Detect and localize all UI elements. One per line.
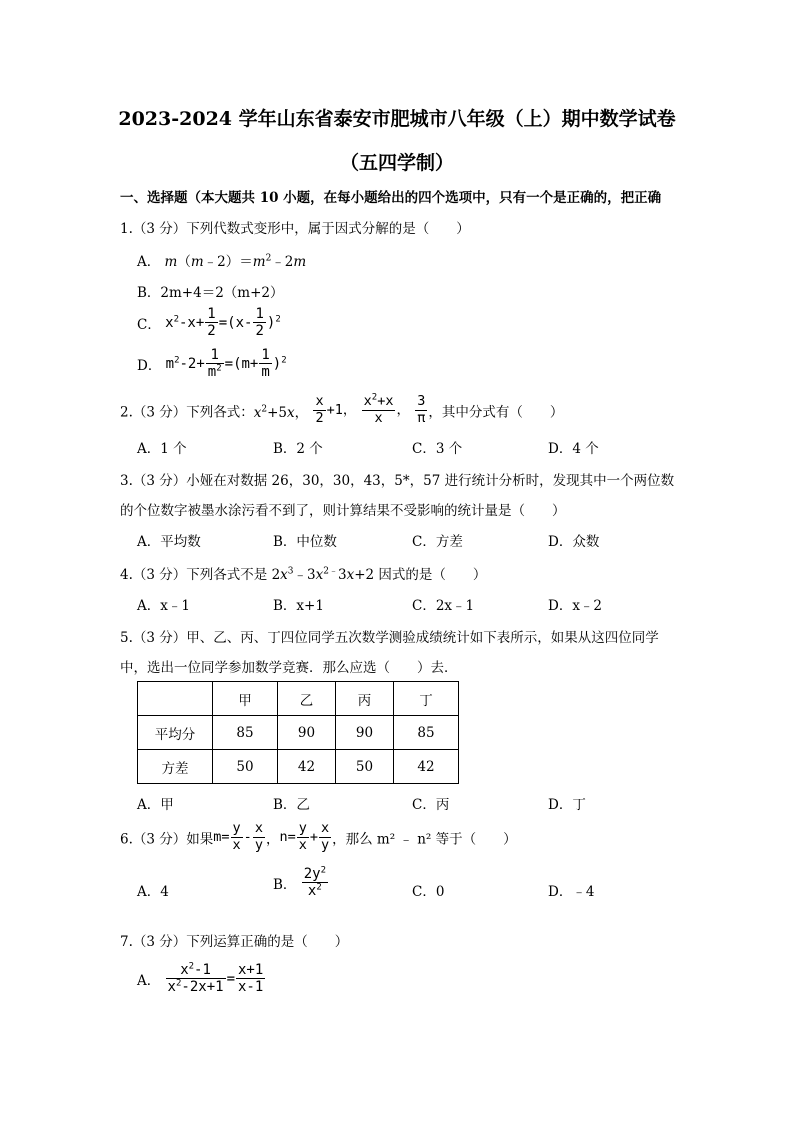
question-3-line1: 3.（3 分）小娅在对数据 26，30，30，43，5*，57 进行统计分析时，发现其中一个两位数	[120, 473, 675, 489]
q5-option-a: A．甲	[137, 797, 174, 813]
table-cell: 乙	[278, 682, 336, 716]
q4-option-d: D．x﹣2	[548, 598, 603, 614]
q4-prefix: 4.（3 分）下列各式不是	[120, 567, 268, 583]
q7-option-a-expr: $\frac{x^2-1}{x^2-2x+1}$ = $\frac{x+1}{x-1}$	[167, 961, 264, 996]
table-cell: 方差	[138, 750, 213, 784]
q1-option-d	[137, 347, 287, 380]
q6-m-expr: m= $\frac{y}{x}$ - $\frac{x}{y}$	[213, 820, 263, 853]
q2-expr-1: $x^2+5x$，	[253, 404, 309, 421]
q2-option-b: B．2 个	[273, 441, 323, 457]
q6-option-b-expr: $\frac{2y^2}{x^2}$	[303, 865, 326, 900]
q7-option-a-label: A．	[137, 973, 161, 990]
q5-option-b: B．乙	[273, 797, 310, 813]
table-cell	[138, 682, 213, 716]
q2-suffix: ，其中分式有（ ）	[428, 404, 564, 421]
q1-option-d-label: D．	[137, 358, 162, 375]
q1-option-b	[137, 281, 284, 301]
table-cell: 85	[213, 716, 278, 750]
q1-option-c-label: C．	[137, 317, 161, 334]
table-cell: 平均分	[138, 716, 213, 750]
table-cell: 90	[278, 716, 336, 750]
question-2-stem	[120, 394, 563, 426]
question-5-line2: 中，选出一位同学参加数学竞赛．那么应选（ ）去．	[120, 660, 458, 676]
q4-option-b: B．x+1	[273, 598, 324, 614]
q1-option-a-label: A．	[137, 254, 161, 270]
table-cell: 90	[336, 716, 394, 750]
q6-option-b	[273, 866, 329, 899]
q1-option-c	[137, 306, 281, 339]
question-3-line2: 的个位数字被墨水涂污看不到了，则计算结果不受影响的统计量是（ ）	[120, 503, 566, 519]
q6-option-a: A．4	[137, 884, 169, 900]
q3-option-a: A．平均数	[137, 534, 201, 550]
exam-title: 2023-2024 学年山东省泰安市肥城市八年级（上）期中数学试卷	[118, 108, 676, 130]
q2-prefix: 2.（3 分）下列各式：	[120, 404, 254, 421]
table-cell: 42	[394, 750, 459, 784]
q3-option-d: D．众数	[548, 534, 600, 550]
q2-expr-2: $\frac{x}{2}$ +1，	[315, 393, 357, 426]
q4-polynomial: $2x^3﹣3x^{2﹣}3x+2$	[271, 566, 375, 583]
q6-option-b-label: B．	[273, 877, 297, 894]
q2-option-a: A．1 个	[137, 441, 187, 457]
q4-suffix: 因式的是（ ）	[378, 567, 487, 583]
q6-option-d: D．﹣4	[548, 884, 595, 900]
q5-option-c: C．丙	[412, 797, 450, 813]
q1-option-a-expr: $m(m﹣2)=m^2﹣2m$	[164, 253, 307, 270]
q2-option-c: C．3 个	[412, 441, 463, 457]
table-cell: 42	[278, 750, 336, 784]
q1-option-d-expr: $m^2-2+$ $\frac{1}{m^2}$ =(m+ $\frac{1}{m}$ )$^2$	[165, 347, 287, 381]
q7-option-a	[137, 962, 266, 995]
question-6-stem	[120, 821, 517, 853]
question-5-line1: 5.（3 分）甲、乙、丙、丁四位同学五次数学测验成绩统计如下表所示，如果从这四位同学	[120, 630, 659, 646]
q3-option-c: C．方差	[412, 534, 463, 550]
q2-option-d: D．4 个	[548, 441, 599, 457]
q2-expr-3: $\frac{x^2+x}{x}$ ，	[363, 392, 410, 426]
q6-n-expr: n= $\frac{y}{x}$ + $\frac{x}{y}$	[279, 820, 330, 853]
table-cell: 甲	[213, 682, 278, 716]
exam-subtitle: （五四学制）	[339, 152, 454, 174]
q4-option-c: C．2x﹣1	[412, 598, 475, 614]
q5-option-d: D．丁	[548, 797, 586, 813]
q1-option-a	[137, 250, 306, 270]
question-7-stem: 7.（3 分）下列运算正确的是（ ）	[120, 934, 349, 950]
q1-option-b-label: B．	[137, 285, 161, 301]
q6-suffix: ，那么 m² ﹣ n² 等于（ ）	[332, 831, 517, 848]
table-cell: 50	[336, 750, 394, 784]
question-1-stem: 1.（3 分）下列代数式变形中，属于因式分解的是（ ）	[120, 221, 470, 237]
q6-prefix: 6.（3 分）如果	[120, 831, 214, 848]
q3-option-b: B．中位数	[273, 534, 337, 550]
q4-option-a: A．x﹣1	[137, 598, 190, 614]
table-cell: 丁	[394, 682, 459, 716]
q6-separator: ，	[265, 831, 280, 848]
table-row	[138, 750, 459, 784]
table-cell: 85	[394, 716, 459, 750]
question-4-stem	[120, 563, 486, 583]
table-cell: 50	[213, 750, 278, 784]
section-header: 一、选择题（本大题共 10 小题，在每小题给出的四个选项中，只有一个是正确的，把正确	[120, 190, 662, 206]
q1-option-c-expr: $x^2-x+$ $\frac{1}{2}$ =(x- $\frac{1}{2}$ )$^2$	[165, 306, 281, 340]
table-row	[138, 716, 459, 750]
q6-option-c: C．0	[412, 884, 445, 900]
score-table	[137, 681, 459, 784]
table-header-row	[138, 682, 459, 716]
q2-expr-4: $\frac{3}{\pi}$	[417, 393, 426, 426]
table-cell: 丙	[336, 682, 394, 716]
q1-option-b-expr: 2m+4＝2（m+2）	[160, 285, 284, 301]
